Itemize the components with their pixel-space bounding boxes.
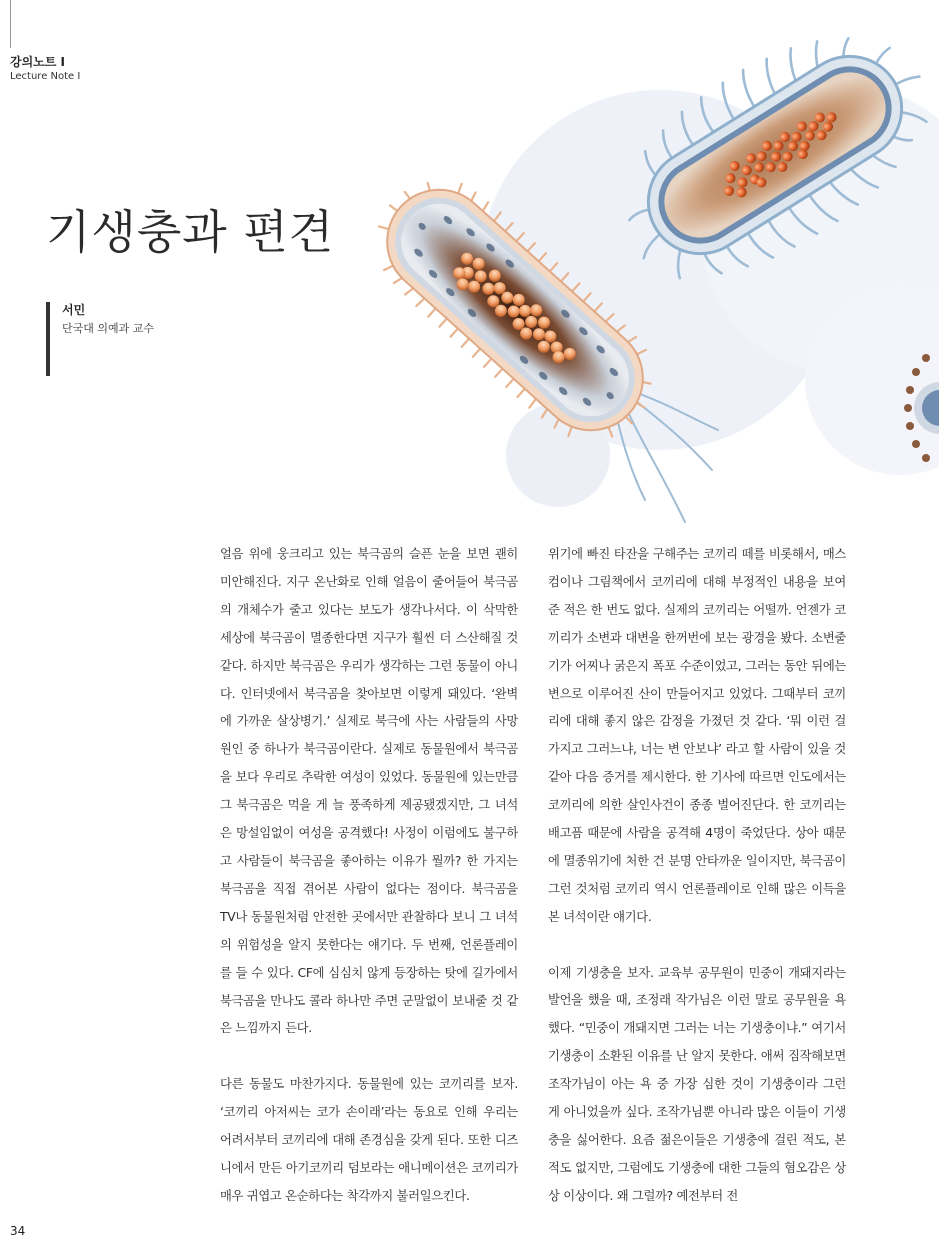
body-column-right — [548, 541, 846, 1211]
bacteria-illustration — [340, 0, 939, 540]
section-label — [10, 54, 80, 84]
author-affiliation: 단국대 의예과 교수 — [62, 322, 155, 335]
section-label-korean: 강의노트 I — [10, 55, 66, 69]
author-name: 서민 — [62, 303, 86, 317]
body-paragraph: 위기에 빠진 타잔을 구해주는 코끼리 떼를 비롯해서, 매스컴이나 그림책에서 코끼리에 대해 부정적인 내용을 보여준 적은 한 번도 없다. 실제의 코끼리는 어떨까. 언젠가 코끼리가 소변과 대변을 한꺼번에 보는 광경을 봤다. 소변줄기가 어찌나 굵은지 폭포 수준이었고, 그러는 동안 뒤에는 변으로 이루어진 산이 만들어지고 있었다. 그때부터 코끼리에 대해 좋지 않은 감정을 가졌던 것 같다. ‘뭐 이런 걸 가지고 그러느냐, 너는 변 안보냐’ 라고 할 사람이 있을 것 같아 다음 증거를 제시한다. 한 기사에 따르면 인도에서는 코끼리에 의한 살인사건이 종종 벌어진단다. 한 코끼리는 배고픔 때문에 사람을 공격해 4명이 죽었단다. 상아 때문에 멸종위기에 처한 건 분명 안타까운 일이지만, 북극곰이 그런 것처럼 코끼리 역시 언론플레이로 인해 많은 이득을 본 녀석이란 얘기다. — [548, 547, 846, 924]
page-number: 34 — [10, 1224, 26, 1238]
author-block — [62, 302, 154, 338]
article-title: 기생충과 편견 — [46, 205, 335, 259]
body-paragraph: 이제 기생충을 보자. 교육부 공무원이 민중이 개돼지라는 발언을 했을 때, 조정래 작가님은 이런 말로 공무원을 욕했다. “민중이 개돼지면 그러는 너는 기생충이냐.” 여기서 기생충이 소환된 이유를 난 알지 못한다. 애써 짐작해보면 조작가님이 아는 욕 중 가장 심한 것이 기생충이라 그런 게 아니었을까 싶다. 조작가님뿐 아니라 많은 이들이 기생충을 싫어한다. 요즘 젊은이들은 기생충에 걸린 적도, 본 적도 없지만, 그럼에도 기생충에 대한 그들의 혐오감은 상상 이상이다. 왜 그럴까? 예전부터 전 — [548, 965, 846, 1203]
body-column-left — [220, 541, 518, 1211]
body-paragraph: 다른 동물도 마찬가지다. 동물원에 있는 코끼리를 보자. ‘코끼리 아저씨는 코가 손이래’라는 동요로 인해 우리는 어려서부터 코끼리에 대해 존경심을 갖게 된다. 또한 디즈니에서 만든 아기코끼리 덤보라는 애니메이션은 코끼리가 매우 귀엽고 온순하다는 착각까지 불러일으킨다. — [220, 1077, 518, 1203]
author-accent-bar — [46, 302, 50, 376]
top-rule — [10, 0, 11, 48]
body-paragraph: 얼음 위에 웅크리고 있는 북극곰의 슬픈 눈을 보면 괜히 미안해진다. 지구 온난화로 인해 얼음이 줄어들어 북극곰의 개체수가 줄고 있다는 보도가 생각나서다. 이 삭막한 세상에 북극곰이 멸종한다면 지구가 훨씬 더 스산해질 것 같다. 하지만 북극곰은 우리가 생각하는 그런 동물이 아니다. 인터넷에서 북극곰을 찾아보면 이렇게 돼있다. ‘완벽에 가까운 살상병기.’ 실제로 북극에 사는 사람들의 사망원인 중 하나가 북극곰이란다. 실제로 동물원에서 북극곰을 보다 우리로 추락한 여성이 있었다. 동물원에 있는만큼 그 북극곰은 먹을 게 늘 풍족하게 제공됐겠지만, 그 녀석은 망설임없이 여성을 공격했다! 사정이 이럼에도 불구하고 사람들이 북극곰을 좋아하는 이유가 뭘까? 한 가지는 북극곰을 직접 겪어본 사람이 없다는 점이다. 북극곰을 TV나 동물원처럼 안전한 곳에서만 관찰하다 보니 그 녀석의 위험성을 알지 못한다는 얘기다. 두 번째, 언론플레이를 들 수 있다. CF에 심심치 않게 등장하는 탓에 길가에서 북극곰을 만나도 콜라 하나만 주면 군말없이 보내줄 것 같은 느낌까지 든다. — [220, 547, 518, 1036]
section-label-english: Lecture Note I — [10, 71, 81, 82]
